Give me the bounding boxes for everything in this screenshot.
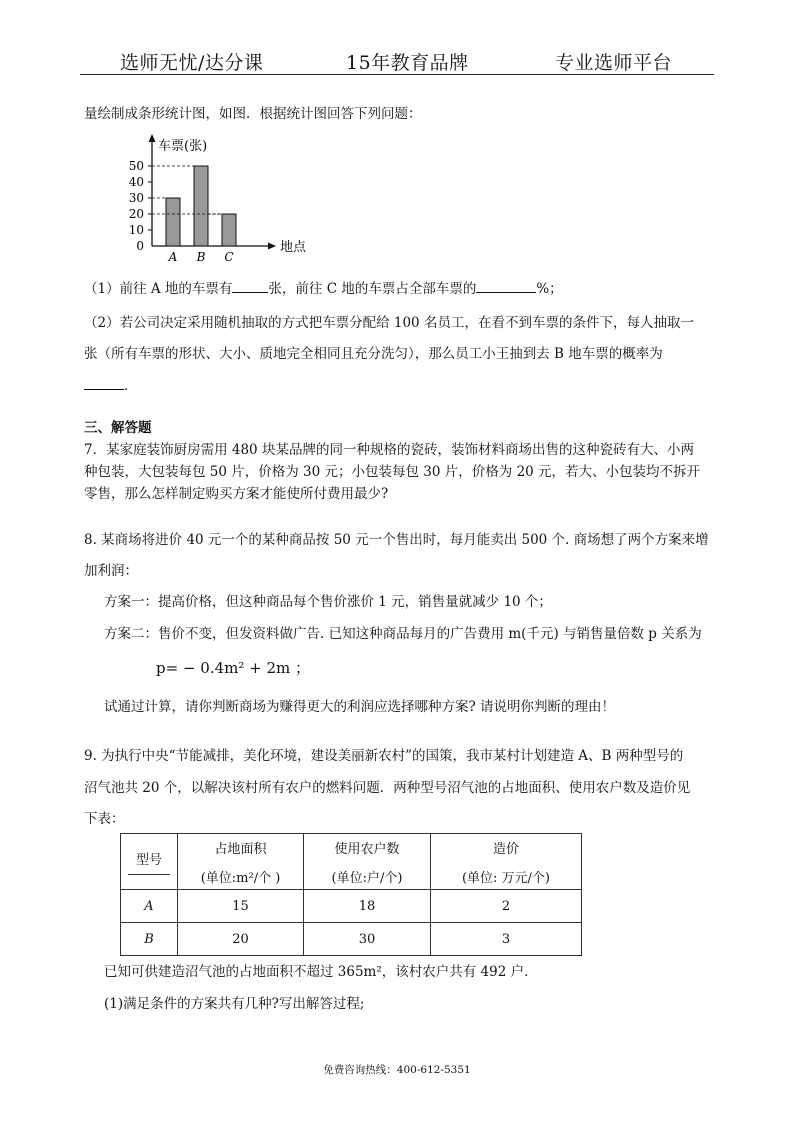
x-axis-arrow — [268, 243, 276, 250]
y-tick-label: 0 — [136, 239, 144, 253]
q6-part2-line3 — [84, 376, 138, 396]
q6-part2-line2: 张（所有车票的形状、大小、质地完全相同且充分洗匀），那么员工小王抽到去 B 地车票的概率为 — [84, 346, 663, 362]
q8-question: 试通过计算，请你判断商场为赚得更大的利润应选择哪种方案? 请说明你判断的理由！ — [104, 699, 616, 715]
q8-formula: p= − 0.4m² + 2m ； — [156, 659, 311, 677]
table-header-row — [121, 834, 582, 890]
bar-A — [166, 198, 180, 246]
type-label: 型号 — [135, 852, 162, 868]
header-cell-type — [121, 834, 178, 890]
intro-text: 量绘制成条形统计图，如图．根据统计图回答下列问题： — [84, 106, 422, 122]
header-left: 选师无忧/达分课 — [120, 52, 264, 74]
cell-type: B — [121, 923, 178, 956]
header-center: 15年教育品牌 — [346, 52, 469, 74]
q9-line3: 下表： — [84, 811, 125, 827]
q9-after: 已知可供建造沼气池的占地面积不超过 365m²，该村农户共有 492 户． — [104, 964, 538, 980]
cell-cost: 2 — [431, 890, 582, 923]
q8-line1: 8. 某商场将进价 40 元一个的某种商品按 50 元一个售出时，每月能卖出 500 个. 商场想了两个方案来增 — [84, 532, 709, 548]
users-label: 使用农户数 — [334, 841, 400, 857]
y-tick-label: 20 — [128, 207, 144, 221]
header-cell-area — [178, 834, 304, 890]
q6-part1-b: 张，前往 C 地的车票占全部车票的 — [268, 281, 477, 297]
section-title: 三、解答题 — [84, 420, 152, 436]
cell-type: A — [121, 890, 178, 923]
y-tick-label: 30 — [128, 191, 144, 205]
cell-area: 15 — [178, 890, 304, 923]
users-unit: (单位:户/个) — [331, 870, 403, 886]
q7-line2: 种包装，大包装每包 50 片，价格为 30 元；小包装每包 30 片，价格为 20 元，若大、小包装均不拆开 — [84, 464, 701, 480]
header-divider — [80, 74, 714, 75]
y-tick-label: 10 — [128, 223, 144, 237]
q6-part1 — [84, 279, 563, 299]
q7-line1: 7．某家庭装饰厨房需用 480 块某品牌的同一种规格的瓷砖，装饰材料商场出售的这种瓷砖有大、小两 — [84, 442, 694, 458]
category-label: B — [196, 250, 206, 264]
footer-hotline: 免费咨询热线：400-612-5351 — [323, 1064, 471, 1076]
cell-users: 18 — [304, 890, 431, 923]
bar-chart — [120, 134, 320, 264]
answer-blank — [232, 280, 268, 293]
header-right: 专业选师平台 — [555, 52, 673, 74]
type-underline — [128, 874, 170, 875]
table-row — [121, 923, 582, 956]
q7-line3: 零售，那么怎样制定购买方案才能使所付费用最少? — [84, 486, 389, 502]
bar-C — [222, 214, 236, 246]
q6-part2-line1: （2）若公司决定采用随机抽取的方式把车票分配给 100 名员工，在看不到车票的条件下，每人抽取一 — [84, 315, 694, 331]
header-cell-users — [304, 834, 431, 890]
q6-part1-c: %； — [536, 281, 563, 297]
q9-line1: 9. 为执行中央“节能减排，美化环境，建设美丽新农村”的国策，我市某村计划建造 A、B 两种型号的 — [84, 748, 684, 764]
q9-line2: 沼气池共 20 个，以解决该村所有农户的燃料问题．两种型号沼气池的占地面积、使用农户数及造价见 — [84, 780, 691, 796]
y-tick-label: 50 — [128, 159, 144, 173]
area-unit: (单位:m²/个 ) — [200, 870, 281, 886]
cost-unit: (单位: 万元/个) — [461, 870, 551, 886]
q6-part2-end: ． — [124, 378, 138, 394]
cell-users: 30 — [304, 923, 431, 956]
header-cell-cost — [431, 834, 582, 890]
y-axis-label: 车票(张) — [158, 139, 208, 154]
q8-plan2: 方案二：售价不变，但发资料做广告. 已知这种商品每月的广告费用 m(千元) 与销售量倍数 p 关系为 — [104, 626, 702, 642]
category-label: C — [224, 250, 234, 264]
cost-label: 造价 — [492, 841, 519, 857]
cell-area: 20 — [178, 923, 304, 956]
pool-table — [120, 833, 582, 956]
table-row — [121, 890, 582, 923]
q8-line2: 加利润： — [84, 563, 138, 579]
y-axis-arrow — [149, 134, 156, 142]
q6-part1-a: （1）前往 A 地的车票有 — [84, 281, 233, 297]
q8-plan1: 方案一：提高价格，但这种商品每个售价涨价 1 元，销售量就减少 10 个； — [104, 594, 552, 610]
y-tick-label: 40 — [128, 175, 144, 189]
q9-sub1: (1)满足条件的方案共有几种?写出解答过程; — [104, 996, 365, 1012]
bar-B — [194, 166, 208, 246]
category-label: A — [168, 250, 178, 264]
answer-blank — [476, 280, 536, 293]
x-axis-label: 地点 — [280, 240, 307, 255]
area-label: 占地面积 — [214, 841, 267, 857]
answer-blank — [84, 377, 124, 390]
cell-cost: 3 — [431, 923, 582, 956]
